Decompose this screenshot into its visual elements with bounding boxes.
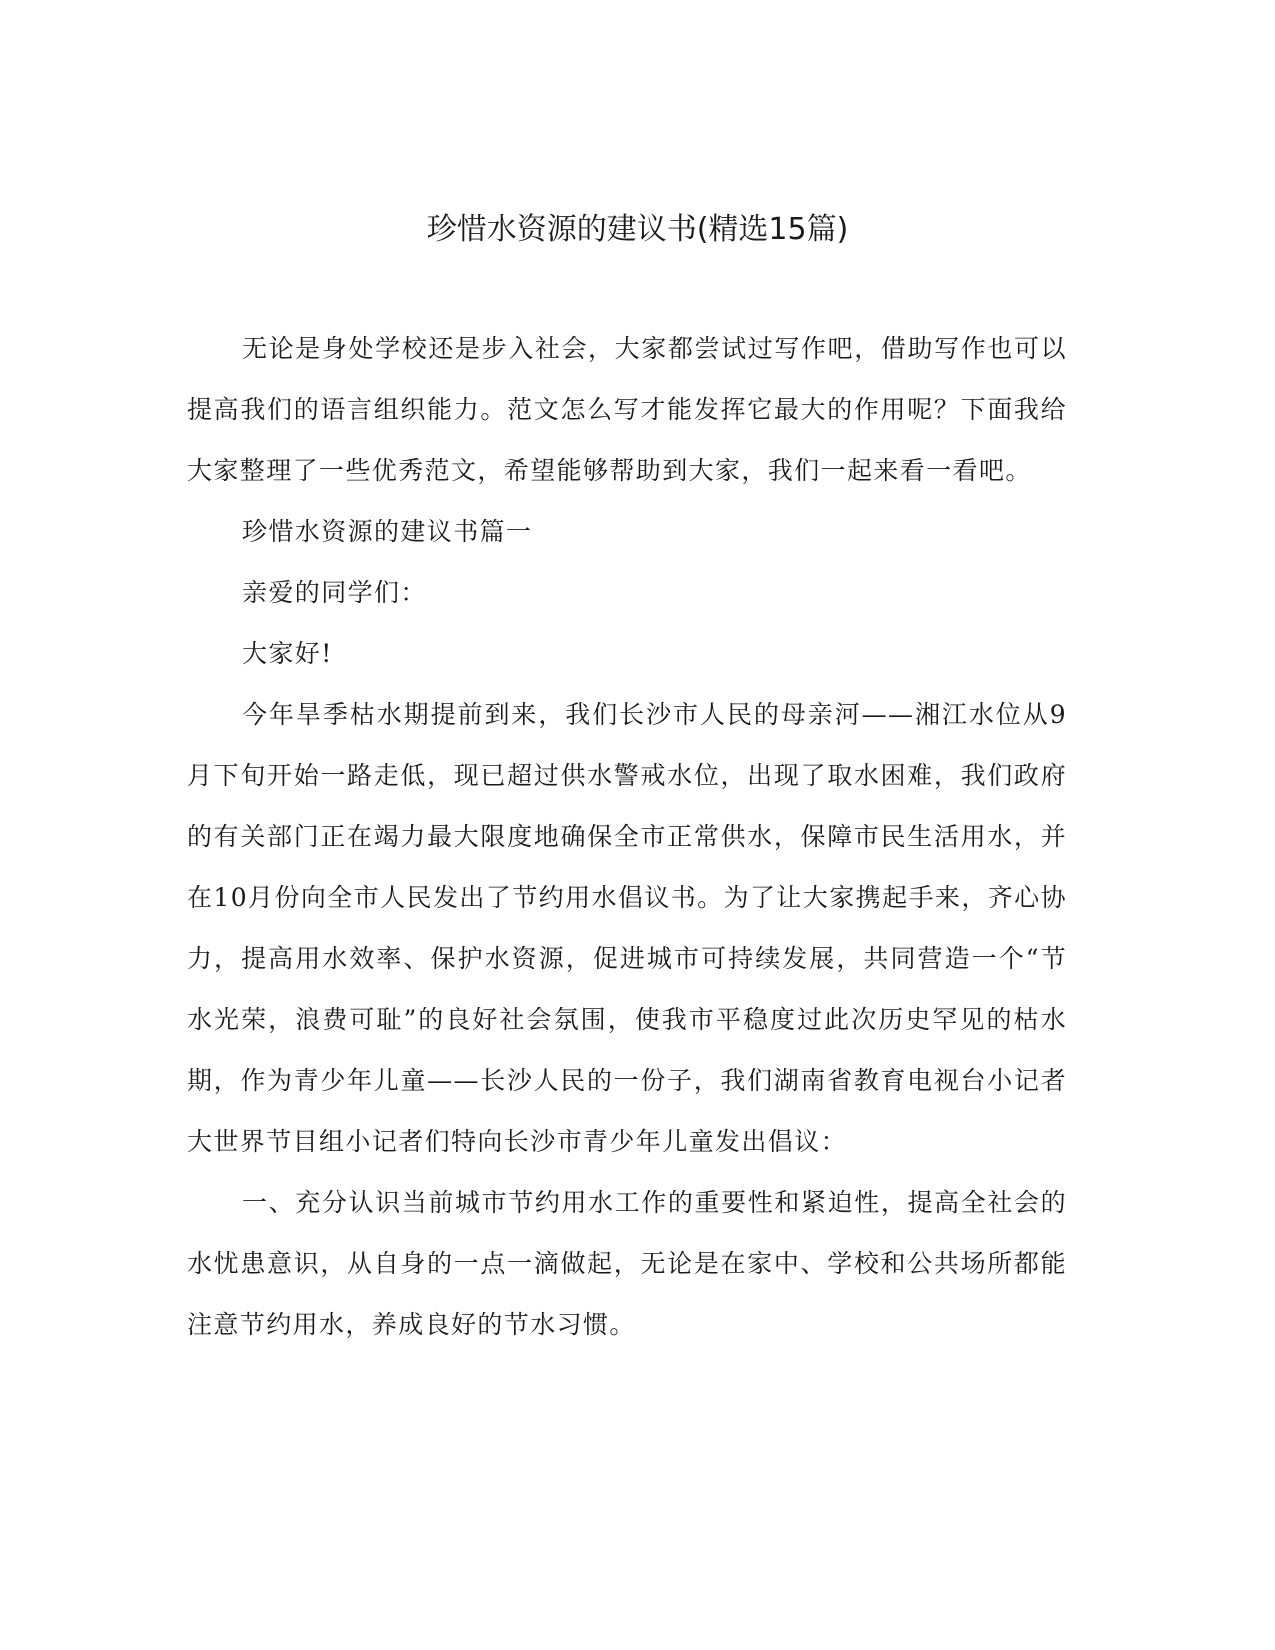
salutation: 亲爱的同学们： bbox=[242, 578, 427, 607]
body-paragraph: 一、充分认识当前城市节约用水工作的重要性和紧迫性，提高全社会的水忧患意识，从自身的一点一滴做起，无论是在家中、学校和公共场所都能注意节约用水，养成良好的节水习惯。 bbox=[187, 1188, 1067, 1339]
document-title: 珍惜水资源的建议书(精选15篇) bbox=[426, 212, 849, 247]
body-paragraph: 今年旱季枯水期提前到来，我们长沙市人民的母亲河——湘江水位从9月下旬开始一路走低，现已超过供水警戒水位，出现了取水困难，我们政府的有关部门正在竭力最大限度地确保全市正常供水，保障市民生活用水，并在10月份向全市人民发出了节约用水倡议书。为了让大家携起手来，齐心协力，提高用水效率、保护水资源，促进城市可持续发展，共同营造一个“节水光荣，浪费可耻”的良好社会氛围，使我市平稳度过此次历史罕见的枯水期，作为青少年儿童——长沙人民的一份子，我们湖南省教育电视台小记者大世界节目组小记者们特向长沙市青少年儿童发出倡议： bbox=[187, 700, 1067, 1156]
document-body bbox=[187, 318, 1067, 1355]
section-heading: 珍惜水资源的建议书篇一 bbox=[242, 517, 533, 546]
intro-paragraph: 无论是身处学校还是步入社会，大家都尝试过写作吧，借助写作也可以提高我们的语言组织能力。范文怎么写才能发挥它最大的作用呢？下面我给大家整理了一些优秀范文，希望能够帮助到大家，我们一起来看一看吧。 bbox=[187, 334, 1067, 485]
greeting: 大家好! bbox=[242, 639, 333, 668]
